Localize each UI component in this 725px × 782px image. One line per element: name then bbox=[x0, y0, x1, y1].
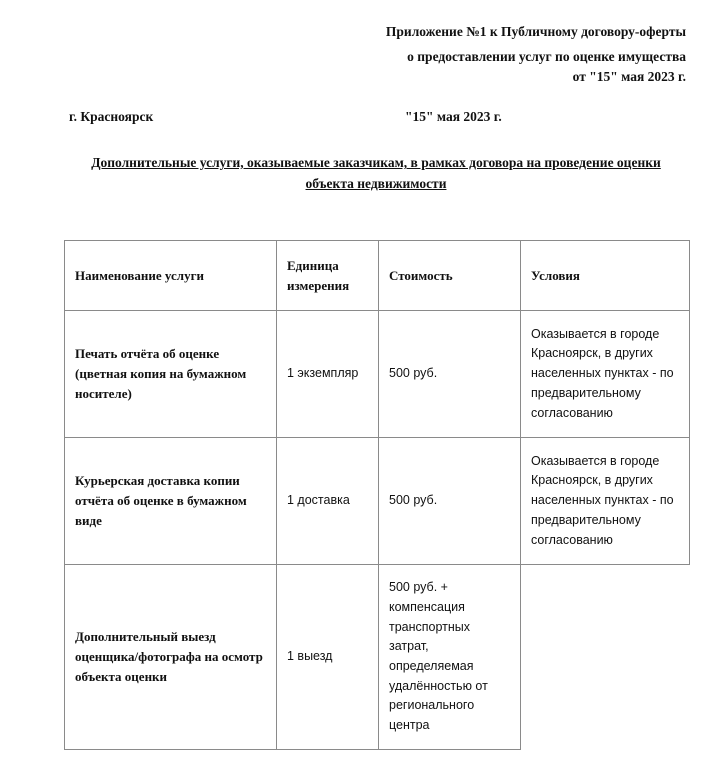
service-unit: 1 экземпляр bbox=[277, 311, 379, 438]
service-unit: 1 выезд bbox=[277, 565, 379, 750]
service-cost: 500 руб. bbox=[379, 311, 521, 438]
header-cost: Стоимость bbox=[379, 241, 521, 311]
table-header-row bbox=[65, 241, 690, 311]
service-terms bbox=[521, 565, 690, 750]
service-cost: 500 руб. bbox=[379, 438, 521, 565]
table-row bbox=[65, 438, 690, 565]
document-title bbox=[60, 152, 692, 194]
service-name: Дополнительный выезд оценщика/фотографа на осмотр объекта оценки bbox=[65, 565, 277, 750]
document-title-line2: объекта недвижимости bbox=[305, 176, 447, 191]
service-cost: 500 руб. + компенсация транспортных затрат, определяемая удалённостью от регионального центра bbox=[379, 565, 521, 750]
header-service: Наименование услуги bbox=[65, 241, 277, 311]
service-name: Печать отчёта об оценке (цветная копия на бумажном носителе) bbox=[65, 311, 277, 438]
appendix-header-line2: о предоставлении услуг по оценке имущества bbox=[407, 49, 686, 64]
service-unit: 1 доставка bbox=[277, 438, 379, 565]
service-terms: Оказывается в городе Красноярск, в других населенных пунктах - по предварительному согласованию bbox=[521, 311, 690, 438]
service-name: Курьерская доставка копии отчёта об оценке в бумажном виде bbox=[65, 438, 277, 565]
header-unit: Единица измерения bbox=[277, 241, 379, 311]
document-title-line1: Дополнительные услуги, оказываемые заказчикам, в рамках договора на проведение оценки bbox=[91, 155, 661, 170]
table-row bbox=[65, 311, 690, 438]
document-date: "15" мая 2023 г. bbox=[405, 109, 502, 124]
appendix-header-line3: от "15" мая 2023 г. bbox=[572, 69, 686, 84]
table-row bbox=[65, 565, 690, 750]
service-terms: Оказывается в городе Красноярск, в других населенных пунктах - по предварительному согласованию bbox=[521, 438, 690, 565]
header-terms: Условия bbox=[521, 241, 690, 311]
services-table bbox=[64, 240, 690, 750]
city: г. Красноярск bbox=[69, 109, 154, 124]
appendix-header-line1: Приложение №1 к Публичному договору-оферты bbox=[385, 24, 686, 39]
